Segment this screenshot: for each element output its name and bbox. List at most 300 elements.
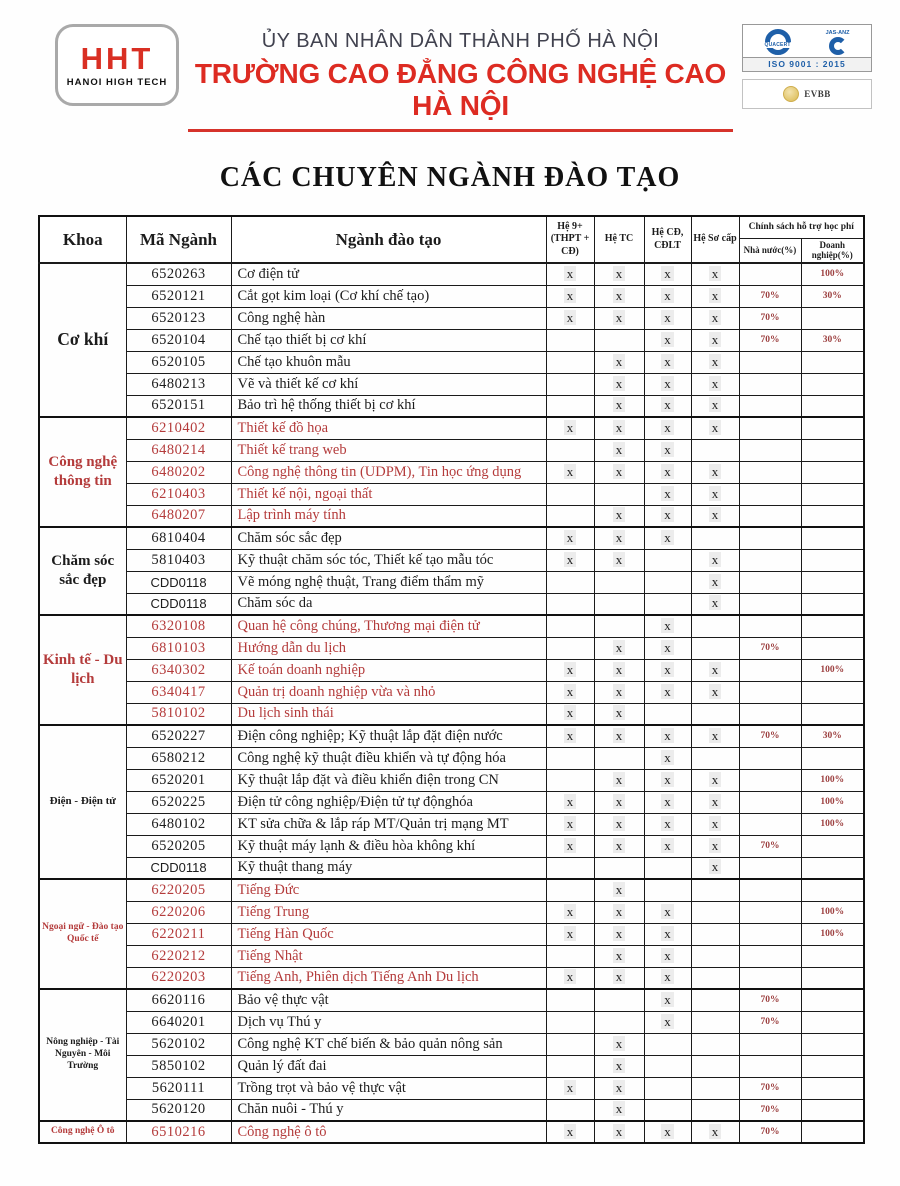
- check-cell: [644, 857, 691, 879]
- x-mark: x: [613, 288, 626, 303]
- evbb-icon: [783, 86, 799, 102]
- check-cell: [546, 857, 594, 879]
- major-code-cell: 5620102: [126, 1033, 231, 1055]
- header-ma-nganh: Mã Ngành: [126, 216, 231, 263]
- major-code-cell: 6810404: [126, 527, 231, 549]
- check-cell: [691, 285, 739, 307]
- check-cell: [546, 703, 594, 725]
- x-mark: x: [613, 1124, 626, 1139]
- state-support-cell: [739, 703, 801, 725]
- x-mark: x: [613, 1101, 626, 1116]
- check-cell: [691, 681, 739, 703]
- x-mark: x: [564, 310, 577, 325]
- x-mark: x: [613, 705, 626, 720]
- x-mark: x: [709, 397, 722, 412]
- check-cell: [644, 1033, 691, 1055]
- check-cell: [644, 527, 691, 549]
- state-support-cell: [739, 747, 801, 769]
- business-support-cell: [801, 747, 864, 769]
- check-cell: [594, 659, 644, 681]
- business-support-cell: [801, 549, 864, 571]
- khoa-cell: Công nghệ Ô tô: [39, 1121, 126, 1143]
- state-support-cell: 70%: [739, 725, 801, 747]
- major-code-cell: CDD0118: [126, 571, 231, 593]
- header-titles: [179, 24, 742, 132]
- table-header: [39, 216, 864, 263]
- check-cell: [594, 1011, 644, 1033]
- table-row: [39, 835, 864, 857]
- check-cell: [644, 747, 691, 769]
- check-cell: [546, 1121, 594, 1143]
- x-mark: x: [709, 486, 722, 501]
- x-mark: x: [709, 816, 722, 831]
- major-name-cell: Kỹ thuật máy lạnh & điều hòa không khí: [231, 835, 546, 857]
- khoa-cell: Công nghệ thông tin: [39, 417, 126, 527]
- x-mark: x: [709, 552, 722, 567]
- table-row: [39, 637, 864, 659]
- business-support-cell: [801, 593, 864, 615]
- major-code-cell: CDD0118: [126, 857, 231, 879]
- state-support-cell: [739, 945, 801, 967]
- check-cell: [644, 395, 691, 417]
- state-support-cell: [739, 769, 801, 791]
- check-cell: [691, 703, 739, 725]
- major-code-cell: 6220212: [126, 945, 231, 967]
- major-name-cell: Thiết kế nội, ngoại thất: [231, 483, 546, 505]
- x-mark: x: [613, 1058, 626, 1073]
- state-support-cell: [739, 857, 801, 879]
- check-cell: [691, 461, 739, 483]
- major-name-cell: Lập trình máy tính: [231, 505, 546, 527]
- major-name-cell: Kỹ thuật chăm sóc tóc, Thiết kế tạo mẫu tóc: [231, 549, 546, 571]
- header-he-9plus: Hệ 9+ (THPT + CĐ): [546, 216, 594, 263]
- check-cell: [594, 417, 644, 439]
- header-he-tc: Hệ TC: [594, 216, 644, 263]
- major-code-cell: 6520227: [126, 725, 231, 747]
- check-cell: [691, 945, 739, 967]
- major-name-cell: Kế toán doanh nghiệp: [231, 659, 546, 681]
- x-mark: x: [564, 662, 577, 677]
- check-cell: [546, 747, 594, 769]
- x-mark: x: [613, 816, 626, 831]
- check-cell: [594, 681, 644, 703]
- major-name-cell: Dịch vụ Thú y: [231, 1011, 546, 1033]
- check-cell: [644, 637, 691, 659]
- check-cell: [546, 835, 594, 857]
- check-cell: [594, 615, 644, 637]
- x-mark: x: [564, 816, 577, 831]
- x-mark: x: [709, 507, 722, 522]
- check-cell: [691, 395, 739, 417]
- major-name-cell: Điện công nghiệp; Kỹ thuật lắp đặt điện nước: [231, 725, 546, 747]
- major-name-cell: Công nghệ thông tin (UDPM), Tin học ứng dụng: [231, 461, 546, 483]
- x-mark: x: [661, 816, 674, 831]
- state-support-cell: 70%: [739, 989, 801, 1011]
- x-mark: x: [709, 859, 722, 874]
- business-support-cell: [801, 1077, 864, 1099]
- x-mark: x: [613, 728, 626, 743]
- table-row: [39, 1011, 864, 1033]
- check-cell: [644, 417, 691, 439]
- check-cell: [594, 329, 644, 351]
- check-cell: [691, 307, 739, 329]
- check-cell: [546, 373, 594, 395]
- state-support-cell: 70%: [739, 1011, 801, 1033]
- table-row: [39, 813, 864, 835]
- check-cell: [546, 813, 594, 835]
- check-cell: [546, 901, 594, 923]
- state-support-cell: [739, 1033, 801, 1055]
- check-cell: [546, 285, 594, 307]
- table-row: [39, 725, 864, 747]
- table-row: [39, 989, 864, 1011]
- state-support-cell: [739, 659, 801, 681]
- check-cell: [691, 857, 739, 879]
- major-name-cell: Quan hệ công chúng, Thương mại điện tử: [231, 615, 546, 637]
- check-cell: [691, 923, 739, 945]
- check-cell: [546, 593, 594, 615]
- check-cell: [691, 901, 739, 923]
- major-name-cell: Công nghệ kỹ thuật điều khiển và tự động hóa: [231, 747, 546, 769]
- khoa-cell: Cơ khí: [39, 263, 126, 417]
- major-code-cell: 6480213: [126, 373, 231, 395]
- state-support-cell: [739, 417, 801, 439]
- major-name-cell: Tiếng Trung: [231, 901, 546, 923]
- check-cell: [594, 307, 644, 329]
- header-he-cd-cdlt: Hệ CĐ, CĐLT: [644, 216, 691, 263]
- quacert-box: [742, 24, 872, 72]
- check-cell: [594, 967, 644, 989]
- x-mark: x: [613, 772, 626, 787]
- state-support-cell: 70%: [739, 835, 801, 857]
- x-mark: x: [709, 288, 722, 303]
- check-cell: [691, 791, 739, 813]
- check-cell: [644, 483, 691, 505]
- table-row: [39, 791, 864, 813]
- major-code-cell: 6220206: [126, 901, 231, 923]
- table-row: [39, 395, 864, 417]
- state-support-cell: [739, 263, 801, 285]
- major-code-cell: 6320108: [126, 615, 231, 637]
- check-cell: [644, 373, 691, 395]
- x-mark: x: [661, 838, 674, 853]
- major-name-cell: Kỹ thuật lắp đặt và điều khiển điện trong CN: [231, 769, 546, 791]
- x-mark: x: [564, 969, 577, 984]
- major-name-cell: Chế tạo thiết bị cơ khí: [231, 329, 546, 351]
- major-code-cell: 6220203: [126, 967, 231, 989]
- state-support-cell: [739, 505, 801, 527]
- check-cell: [644, 263, 691, 285]
- check-cell: [546, 725, 594, 747]
- x-mark: x: [709, 772, 722, 787]
- state-support-cell: [739, 571, 801, 593]
- check-cell: [691, 329, 739, 351]
- check-cell: [644, 593, 691, 615]
- school-name: TRƯỜNG CAO ĐẲNG CÔNG NGHỆ CAO HÀ NỘI: [194, 58, 727, 121]
- business-support-cell: 30%: [801, 725, 864, 747]
- check-cell: [691, 1099, 739, 1121]
- x-mark: x: [661, 728, 674, 743]
- x-mark: x: [661, 530, 674, 545]
- check-cell: [644, 1055, 691, 1077]
- check-cell: [644, 769, 691, 791]
- table-row: [39, 747, 864, 769]
- check-cell: [546, 681, 594, 703]
- major-name-cell: Tiếng Đức: [231, 879, 546, 901]
- business-support-cell: 30%: [801, 285, 864, 307]
- x-mark: x: [564, 288, 577, 303]
- evbb-label: EVBB: [804, 89, 831, 99]
- red-rule: [188, 129, 733, 132]
- x-mark: x: [613, 420, 626, 435]
- business-support-cell: [801, 571, 864, 593]
- x-mark: x: [564, 1124, 577, 1139]
- major-code-cell: 5810403: [126, 549, 231, 571]
- khoa-cell: Ngoại ngữ - Đào tạo Quốc tế: [39, 879, 126, 989]
- check-cell: [691, 659, 739, 681]
- business-support-cell: [801, 835, 864, 857]
- x-mark: x: [709, 332, 722, 347]
- business-support-cell: [801, 857, 864, 879]
- table-row: [39, 1099, 864, 1121]
- table-row: [39, 1055, 864, 1077]
- state-support-cell: 70%: [739, 1121, 801, 1143]
- x-mark: x: [564, 926, 577, 941]
- check-cell: [594, 703, 644, 725]
- check-cell: [644, 967, 691, 989]
- state-support-cell: [739, 549, 801, 571]
- x-mark: x: [661, 992, 674, 1007]
- major-code-cell: 6340302: [126, 659, 231, 681]
- check-cell: [546, 483, 594, 505]
- major-name-cell: Cơ điện tử: [231, 263, 546, 285]
- check-cell: [644, 725, 691, 747]
- major-name-cell: Công nghệ KT chế biến & bảo quản nông sản: [231, 1033, 546, 1055]
- check-cell: [644, 329, 691, 351]
- table-row: [39, 461, 864, 483]
- table-row: [39, 681, 864, 703]
- check-cell: [594, 857, 644, 879]
- check-cell: [691, 637, 739, 659]
- state-support-cell: [739, 373, 801, 395]
- check-cell: [546, 791, 594, 813]
- check-cell: [644, 813, 691, 835]
- business-support-cell: [801, 373, 864, 395]
- major-code-cell: 6640201: [126, 1011, 231, 1033]
- check-cell: [594, 593, 644, 615]
- check-cell: [644, 285, 691, 307]
- major-name-cell: Tiếng Hàn Quốc: [231, 923, 546, 945]
- business-support-cell: 100%: [801, 923, 864, 945]
- major-code-cell: 6510216: [126, 1121, 231, 1143]
- check-cell: [546, 769, 594, 791]
- x-mark: x: [661, 442, 674, 457]
- check-cell: [691, 835, 739, 857]
- x-mark: x: [661, 969, 674, 984]
- business-support-cell: 100%: [801, 659, 864, 681]
- major-code-cell: 6520123: [126, 307, 231, 329]
- x-mark: x: [613, 530, 626, 545]
- business-support-cell: [801, 417, 864, 439]
- iso-certification-label: ISO 9001 : 2015: [743, 57, 871, 71]
- check-cell: [594, 637, 644, 659]
- x-mark: x: [661, 1014, 674, 1029]
- check-cell: [594, 549, 644, 571]
- table-row: [39, 659, 864, 681]
- check-cell: [691, 769, 739, 791]
- khoa-cell: Chăm sóc sắc đẹp: [39, 527, 126, 615]
- page-title: CÁC CHUYÊN NGÀNH ĐÀO TẠO: [219, 162, 681, 193]
- x-mark: x: [613, 948, 626, 963]
- major-code-cell: 6810103: [126, 637, 231, 659]
- check-cell: [594, 879, 644, 901]
- table-row: [39, 615, 864, 637]
- check-cell: [594, 439, 644, 461]
- x-mark: x: [709, 595, 722, 610]
- x-mark: x: [613, 882, 626, 897]
- business-support-cell: [801, 637, 864, 659]
- x-mark: x: [709, 310, 722, 325]
- check-cell: [594, 527, 644, 549]
- table-row: [39, 373, 864, 395]
- business-support-cell: [801, 351, 864, 373]
- check-cell: [644, 549, 691, 571]
- major-code-cell: 6520205: [126, 835, 231, 857]
- x-mark: x: [613, 1080, 626, 1095]
- business-support-cell: 30%: [801, 329, 864, 351]
- business-support-cell: [801, 439, 864, 461]
- state-support-cell: [739, 615, 801, 637]
- major-name-cell: Kỹ thuật thang máy: [231, 857, 546, 879]
- state-support-cell: [739, 901, 801, 923]
- x-mark: x: [709, 420, 722, 435]
- major-code-cell: 6220211: [126, 923, 231, 945]
- check-cell: [691, 263, 739, 285]
- state-support-cell: 70%: [739, 1099, 801, 1121]
- x-mark: x: [661, 750, 674, 765]
- business-support-cell: 100%: [801, 263, 864, 285]
- authority-name: ỦY BAN NHÂN DÂN THÀNH PHỐ HÀ NỘI: [261, 30, 660, 52]
- x-mark: x: [661, 662, 674, 677]
- table-row: [39, 923, 864, 945]
- x-mark: x: [661, 266, 674, 281]
- check-cell: [644, 439, 691, 461]
- check-cell: [546, 461, 594, 483]
- table-row: [39, 769, 864, 791]
- x-mark: x: [564, 794, 577, 809]
- major-code-cell: 6520151: [126, 395, 231, 417]
- check-cell: [594, 923, 644, 945]
- major-code-cell: 6220205: [126, 879, 231, 901]
- x-mark: x: [564, 728, 577, 743]
- major-code-cell: 6210403: [126, 483, 231, 505]
- x-mark: x: [661, 772, 674, 787]
- check-cell: [691, 373, 739, 395]
- state-support-cell: [739, 439, 801, 461]
- state-support-cell: 70%: [739, 1077, 801, 1099]
- table-row: [39, 1033, 864, 1055]
- x-mark: x: [564, 684, 577, 699]
- check-cell: [644, 791, 691, 813]
- x-mark: x: [613, 552, 626, 567]
- check-cell: [691, 1121, 739, 1143]
- major-name-cell: Điện tử công nghiệp/Điện tử tự độnghóa: [231, 791, 546, 813]
- check-cell: [546, 307, 594, 329]
- check-cell: [691, 615, 739, 637]
- check-cell: [644, 505, 691, 527]
- major-code-cell: 6520105: [126, 351, 231, 373]
- x-mark: x: [661, 354, 674, 369]
- x-mark: x: [709, 1124, 722, 1139]
- table-row: [39, 527, 864, 549]
- check-cell: [644, 1099, 691, 1121]
- state-support-cell: [739, 351, 801, 373]
- table-row: [39, 879, 864, 901]
- check-cell: [691, 505, 739, 527]
- header-nganh-dao-tao: Ngành đào tạo: [231, 216, 546, 263]
- table-row: [39, 329, 864, 351]
- table-row: [39, 857, 864, 879]
- x-mark: x: [661, 310, 674, 325]
- x-mark: x: [661, 507, 674, 522]
- check-cell: [546, 989, 594, 1011]
- check-cell: [546, 395, 594, 417]
- x-mark: x: [661, 464, 674, 479]
- check-cell: [691, 593, 739, 615]
- x-mark: x: [564, 530, 577, 545]
- major-name-cell: KT sửa chữa & lắp ráp MT/Quản trị mạng MT: [231, 813, 546, 835]
- check-cell: [644, 615, 691, 637]
- check-cell: [594, 571, 644, 593]
- check-cell: [644, 945, 691, 967]
- state-support-cell: [739, 681, 801, 703]
- business-support-cell: [801, 1121, 864, 1143]
- header-khoa: Khoa: [39, 216, 126, 263]
- check-cell: [691, 527, 739, 549]
- check-cell: [594, 945, 644, 967]
- business-support-cell: [801, 505, 864, 527]
- check-cell: [644, 351, 691, 373]
- state-support-cell: [739, 593, 801, 615]
- check-cell: [644, 1121, 691, 1143]
- table-row: [39, 703, 864, 725]
- x-mark: x: [661, 948, 674, 963]
- check-cell: [546, 439, 594, 461]
- x-mark: x: [613, 1036, 626, 1051]
- x-mark: x: [709, 794, 722, 809]
- evbb-box: [742, 79, 872, 109]
- business-support-cell: [801, 703, 864, 725]
- check-cell: [546, 1077, 594, 1099]
- check-cell: [546, 615, 594, 637]
- check-cell: [594, 989, 644, 1011]
- check-cell: [546, 945, 594, 967]
- x-mark: x: [613, 397, 626, 412]
- major-name-cell: Thiết kế trang web: [231, 439, 546, 461]
- majors-table: [38, 215, 865, 1144]
- major-code-cell: 5850102: [126, 1055, 231, 1077]
- major-code-cell: 6210402: [126, 417, 231, 439]
- business-support-cell: [801, 945, 864, 967]
- x-mark: x: [613, 662, 626, 677]
- major-name-cell: Cắt gọt kim loại (Cơ khí chế tạo): [231, 285, 546, 307]
- table-row: [39, 967, 864, 989]
- business-support-cell: [801, 1011, 864, 1033]
- major-name-cell: Tiếng Anh, Phiên dịch Tiếng Anh Du lịch: [231, 967, 546, 989]
- major-code-cell: 6340417: [126, 681, 231, 703]
- table-row: [39, 549, 864, 571]
- check-cell: [546, 505, 594, 527]
